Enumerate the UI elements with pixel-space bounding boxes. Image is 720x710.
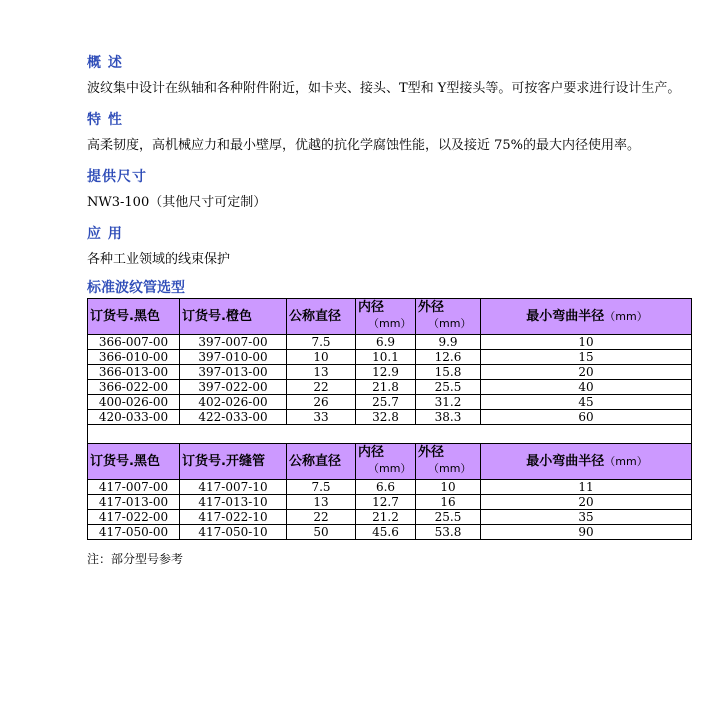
overview-heading: 概 述 bbox=[87, 55, 123, 71]
table-row bbox=[88, 410, 692, 425]
table-cell: 38.3 bbox=[416, 410, 481, 425]
header-inner-label: 内径 bbox=[358, 445, 385, 460]
table-cell: 7.5 bbox=[287, 480, 356, 495]
table-cell: 422-033-00 bbox=[180, 410, 287, 425]
header-nominal-diameter: 公称直径 bbox=[287, 299, 356, 335]
table-cell: 420-033-00 bbox=[88, 410, 180, 425]
overview-text: 波纹集中设计在纵轴和各种附件附近，如卡夹、接头、T型和 Y型接头等。可按客户要求进行设计生产。 bbox=[87, 81, 681, 96]
table-cell: 25.5 bbox=[416, 380, 481, 395]
table-row bbox=[88, 495, 692, 510]
table-cell: 20 bbox=[481, 495, 692, 510]
table-cell: 12.6 bbox=[416, 350, 481, 365]
header-outer-unit: （mm） bbox=[428, 462, 472, 475]
table-cell: 6.9 bbox=[356, 335, 416, 350]
table-row bbox=[88, 350, 692, 365]
table-cell: 32.8 bbox=[356, 410, 416, 425]
header-inner-diameter bbox=[356, 299, 416, 335]
table-cell: 397-022-00 bbox=[180, 380, 287, 395]
table-cell: 10 bbox=[287, 350, 356, 365]
header-inner-diameter bbox=[356, 444, 416, 480]
header-outer-diameter bbox=[416, 299, 481, 335]
table-cell: 21.8 bbox=[356, 380, 416, 395]
header-bend-label: 最小弯曲半径 bbox=[526, 453, 605, 469]
table-cell: 417-050-10 bbox=[180, 525, 287, 540]
table-cell: 10 bbox=[416, 480, 481, 495]
table-cell: 10 bbox=[481, 335, 692, 350]
table-cell: 397-010-00 bbox=[180, 350, 287, 365]
table-title: 标准波纹管选型 bbox=[87, 280, 185, 296]
table-cell: 16 bbox=[416, 495, 481, 510]
table-cell: 417-013-10 bbox=[180, 495, 287, 510]
table-cell: 13 bbox=[287, 495, 356, 510]
table-row bbox=[88, 335, 692, 350]
table-cell: 15 bbox=[481, 350, 692, 365]
table-row bbox=[88, 510, 692, 525]
header-bend-radius bbox=[481, 444, 692, 480]
document-page bbox=[87, 52, 697, 567]
header-outer-diameter bbox=[416, 444, 481, 480]
table-cell: 45.6 bbox=[356, 525, 416, 540]
table2-header-row bbox=[88, 444, 692, 480]
table-cell: 33 bbox=[287, 410, 356, 425]
header-bend-unit: （mm） bbox=[604, 454, 648, 468]
table-cell: 366-007-00 bbox=[88, 335, 180, 350]
table-cell: 60 bbox=[481, 410, 692, 425]
table-cell: 12.7 bbox=[356, 495, 416, 510]
table-cell: 90 bbox=[481, 525, 692, 540]
header-order-black: 订货号.黑色 bbox=[88, 299, 180, 335]
table-cell: 50 bbox=[287, 525, 356, 540]
table-row bbox=[88, 365, 692, 380]
header-order-slit: 订货号.开缝管 bbox=[180, 444, 287, 480]
table-cell: 400-026-00 bbox=[88, 395, 180, 410]
table-cell: 417-022-00 bbox=[88, 510, 180, 525]
table-row bbox=[88, 480, 692, 495]
table-row bbox=[88, 395, 692, 410]
table-cell: 31.2 bbox=[416, 395, 481, 410]
table-cell: 40 bbox=[481, 380, 692, 395]
table1-header-row bbox=[88, 299, 692, 335]
table-cell: 417-013-00 bbox=[88, 495, 180, 510]
features-text: 高柔韧度，高机械应力和最小壁厚，优越的抗化学腐蚀性能，以及接近 75%的最大内径使用率。 bbox=[87, 138, 641, 153]
table-cell: 417-007-10 bbox=[180, 480, 287, 495]
table-cell: 21.2 bbox=[356, 510, 416, 525]
table-cell: 402-026-00 bbox=[180, 395, 287, 410]
header-bend-label: 最小弯曲半径 bbox=[526, 308, 605, 324]
footnote: 注：部分型号参考 bbox=[87, 552, 184, 566]
table-spacer-row bbox=[88, 425, 692, 444]
sizes-heading: 提供尺寸 bbox=[87, 169, 147, 185]
table-cell: 366-013-00 bbox=[88, 365, 180, 380]
table-cell: 417-007-00 bbox=[88, 480, 180, 495]
table-cell: 53.8 bbox=[416, 525, 481, 540]
table-cell: 15.8 bbox=[416, 365, 481, 380]
table-cell: 6.6 bbox=[356, 480, 416, 495]
header-order-black: 订货号.黑色 bbox=[88, 444, 180, 480]
table-cell: 26 bbox=[287, 395, 356, 410]
table-cell: 397-007-00 bbox=[180, 335, 287, 350]
table-cell: 397-013-00 bbox=[180, 365, 287, 380]
header-outer-label: 外径 bbox=[418, 300, 445, 315]
header-order-orange: 订货号.橙色 bbox=[180, 299, 287, 335]
table-cell: 22 bbox=[287, 510, 356, 525]
header-bend-unit: （mm） bbox=[604, 309, 648, 323]
table-cell: 22 bbox=[287, 380, 356, 395]
sizes-text: NW3-100（其他尺寸可定制） bbox=[87, 195, 267, 210]
header-inner-unit: （mm） bbox=[368, 317, 412, 330]
table-row bbox=[88, 380, 692, 395]
table-cell: 366-022-00 bbox=[88, 380, 180, 395]
header-inner-unit: （mm） bbox=[368, 462, 412, 475]
table-cell: 366-010-00 bbox=[88, 350, 180, 365]
table-cell: 35 bbox=[481, 510, 692, 525]
table-cell: 25.5 bbox=[416, 510, 481, 525]
features-heading: 特 性 bbox=[87, 112, 123, 128]
table-cell: 417-022-10 bbox=[180, 510, 287, 525]
table-cell: 13 bbox=[287, 365, 356, 380]
header-outer-unit: （mm） bbox=[428, 317, 472, 330]
table-cell: 20 bbox=[481, 365, 692, 380]
table-cell: 417-050-00 bbox=[88, 525, 180, 540]
header-bend-radius bbox=[481, 299, 692, 335]
table-cell: 25.7 bbox=[356, 395, 416, 410]
spec-table bbox=[87, 298, 692, 540]
header-nominal-diameter: 公称直径 bbox=[287, 444, 356, 480]
table-cell: 12.9 bbox=[356, 365, 416, 380]
table-cell: 45 bbox=[481, 395, 692, 410]
table-cell: 11 bbox=[481, 480, 692, 495]
table-cell: 9.9 bbox=[416, 335, 481, 350]
table-cell: 7.5 bbox=[287, 335, 356, 350]
application-text: 各种工业领域的线束保护 bbox=[87, 252, 231, 267]
header-outer-label: 外径 bbox=[418, 445, 445, 460]
header-inner-label: 内径 bbox=[358, 300, 385, 315]
table-row bbox=[88, 525, 692, 540]
application-heading: 应 用 bbox=[87, 226, 123, 242]
table-cell: 10.1 bbox=[356, 350, 416, 365]
